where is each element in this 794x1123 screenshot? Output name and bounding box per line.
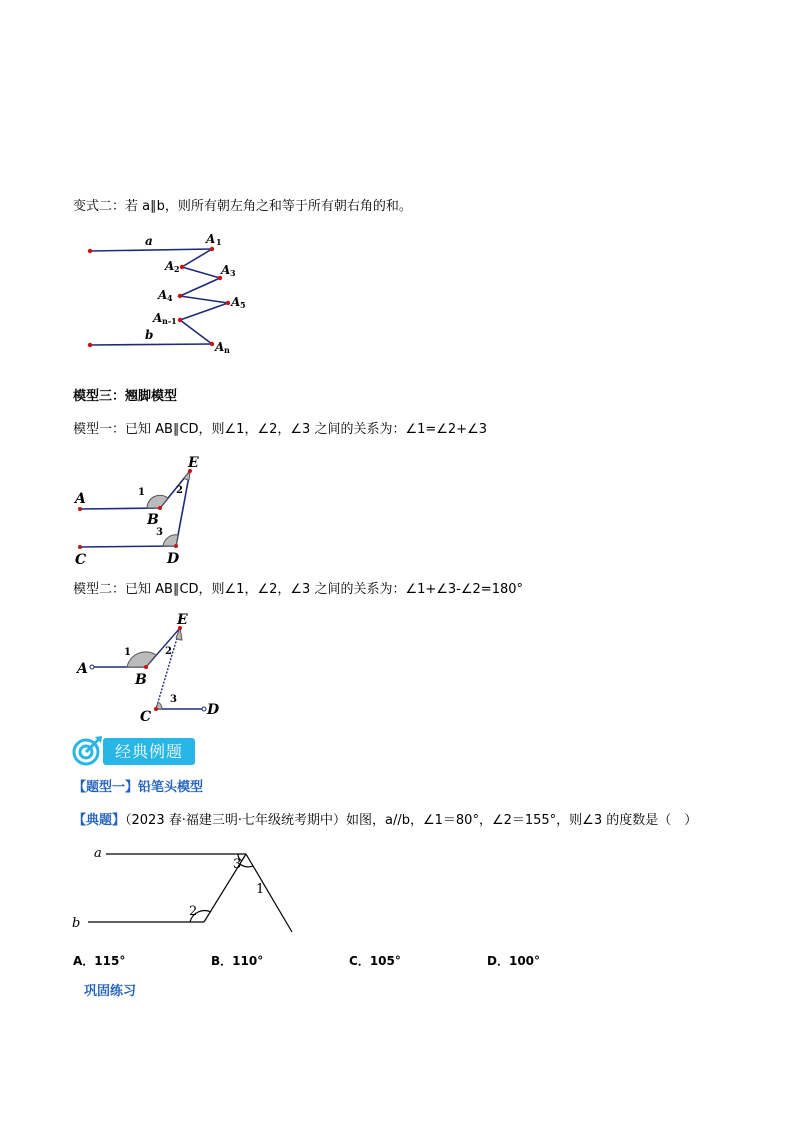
option-a[interactable]: A．115°: [73, 954, 126, 968]
svg-text:1: 1: [124, 647, 131, 658]
label-a: a: [145, 234, 153, 248]
example-tag: 【典题】: [73, 813, 126, 828]
svg-text:2: 2: [176, 485, 183, 496]
svg-text:3: 3: [230, 268, 236, 278]
ex-label-2: 2: [189, 904, 198, 919]
ex-label-1: 1: [256, 882, 265, 897]
m1-label-E: E: [188, 455, 199, 471]
label-A5: A: [231, 295, 241, 309]
svg-text:2: 2: [165, 646, 172, 657]
m2-label-A: A: [77, 661, 88, 677]
m2-label-B: B: [135, 672, 147, 688]
svg-text:n: n: [224, 345, 230, 355]
label-A1: A: [206, 232, 216, 246]
m2-label-C: C: [140, 709, 152, 725]
svg-text:3: 3: [170, 694, 177, 705]
svg-text:3: 3: [156, 527, 163, 538]
label-b: b: [145, 328, 154, 342]
label-An: A: [215, 340, 225, 354]
m2-label-E: E: [177, 612, 188, 628]
svg-text:n-1: n-1: [162, 316, 177, 326]
svg-text:4: 4: [167, 293, 173, 303]
label-A2: A: [165, 259, 175, 273]
model3-title: 模型三：翘脚模型: [73, 389, 178, 404]
ex-label-b: b: [72, 916, 81, 931]
ex-label-3: 3: [233, 857, 242, 872]
classic-examples-banner: 经典例题: [103, 738, 195, 765]
label-A4: A: [158, 288, 168, 302]
type1-title: 【题型一】铅笔头模型: [73, 780, 204, 795]
label-An-1: A: [153, 311, 163, 325]
option-b[interactable]: B．110°: [211, 954, 264, 968]
svg-text:1: 1: [138, 487, 145, 498]
svg-text:2: 2: [174, 264, 180, 274]
svg-text:5: 5: [240, 300, 246, 310]
label-A3: A: [221, 263, 231, 277]
svg-text:1: 1: [216, 237, 222, 247]
option-c[interactable]: C．105°: [349, 954, 401, 968]
practice-title: 巩固练习: [84, 984, 137, 999]
example-text: （2023 春·福建三明·七年级统考期中）如图，a//b，∠1＝80°，∠2＝155°，则∠3 的度数是（ ）: [125, 813, 698, 828]
model3-one-text: 模型一：已知 AB∥CD，则∠1，∠2，∠3 之间的关系为：∠1=∠2+∠3: [73, 422, 488, 437]
m2-label-D: D: [207, 702, 220, 718]
m1-label-C: C: [75, 552, 87, 568]
ex-label-a: a: [94, 846, 102, 861]
m1-label-B: B: [147, 512, 159, 528]
model3-two-text: 模型二：已知 AB∥CD，则∠1，∠2，∠3 之间的关系为：∠1+∠3-∠2=180°: [73, 582, 524, 597]
option-d[interactable]: D．100°: [487, 954, 541, 968]
m1-label-A: A: [75, 491, 86, 507]
variant2-text: 变式二：若 a∥b，则所有朝左角之和等于所有朝右角的和。: [73, 199, 412, 214]
m1-label-D: D: [167, 551, 180, 567]
